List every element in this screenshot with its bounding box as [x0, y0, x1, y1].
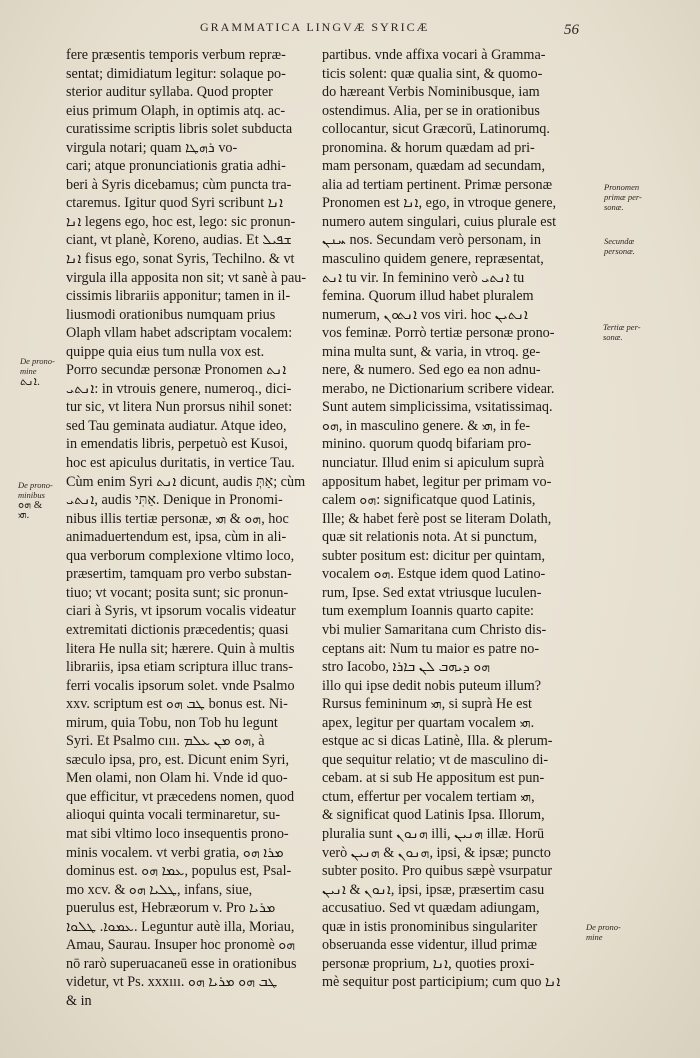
text-line: obseruanda esse videntur, illud primæ — [322, 937, 537, 954]
text-line: pronomina. & horum quædam ad pri- — [322, 139, 535, 156]
margin-note-right-1: Pronomen primæ per- sonæ. — [604, 182, 642, 212]
text-line: subter positum est: dicitur per quintam, — [322, 547, 546, 564]
text-line: mina multa sunt, & varia, in vtroq. ge- — [322, 343, 541, 360]
text-line: mè sequitur post participium; cum quo ܐܢܐ — [322, 974, 561, 991]
text-line: numerum, ܐܢܬܘܢ vos viri. hoc ܐܢܬܝܢ — [322, 306, 529, 323]
text-line: dominus est. ܥܡܐ ܗܘ, populus est, Psal- — [66, 863, 292, 880]
text-line: litera He nulla sit; hærere. Quin à multis — [66, 640, 295, 657]
text-line: pluralia sunt ܗܢܘܢ illi, ܗܢܝܢ illæ. Horū — [322, 825, 545, 842]
left-text-column — [66, 46, 328, 1010]
text-line: alia ad tertiam pertinent. Primæ personæ — [322, 176, 553, 193]
text-line: ܐܢܐ fisus ego, sonat Syris, Techilno. & vt — [66, 251, 295, 268]
text-line: nere, & numero. Sed ego ea non adnu- — [322, 362, 541, 379]
text-line: extremitati dictionis præcedentis; quasi — [66, 621, 289, 638]
text-line: videtur, vt Ps. xxxııı. ܛܒ ܗܘ ܡܪܝܐ ܗܘ — [66, 974, 278, 991]
text-line: fere præsentis temporis verbum repræ- — [66, 47, 286, 63]
text-line: mo xcv. & ܛܠܝܐ ܗܘ, infans, siue, — [66, 881, 253, 898]
text-line: merabo, ne Dictionarium scribere videar. — [322, 380, 555, 397]
text-line: verò ܗܢܘܢ & ܗܢܝܢ, ipsi, & ipsæ; puncto — [322, 844, 551, 861]
text-line: accusatiuo. Sed vt quædam adiungam, — [322, 900, 540, 917]
text-line: ciant, vt planè, Koreno, audias. Et ܫܦܝܠ — [66, 232, 292, 249]
text-line: ܥܡܘܐ. ܛܠܘܐ. Leguntur autè illa, Moriau, — [66, 918, 295, 935]
margin-note-right-4: De prono- mine — [586, 922, 621, 942]
text-line: vocalem ܗܘ. Estque idem quod Latino- — [322, 566, 546, 583]
text-line: rum, Ipse. Sed extat vtriusque luculen- — [322, 584, 542, 601]
text-line: que sequitur relatio; vt de masculino di- — [322, 751, 549, 768]
text-line: tur sic, vt litera Nun prorsus nihil sonet: — [66, 399, 293, 416]
text-line: personæ proprium, ܐܢܐ, quoties proxi- — [322, 955, 535, 972]
text-line: numero autem singulari, cuius plurale est — [322, 213, 557, 230]
text-line: alioqui quinta vocali terminaretur, su- — [66, 807, 281, 824]
margin-note-left-2: De prono- minibus ܗܘ & ܗܝ. — [18, 480, 53, 521]
text-line: liusmodi orationibus numquam prius — [66, 306, 276, 323]
text-line: femina. Quorum illud habet pluralem — [322, 288, 534, 305]
text-line: ܗܘ, in masculino genere. & ܗܝ, in fe- — [322, 417, 531, 434]
text-line: Men olami, non Olam hi. Vnde id quo- — [66, 770, 288, 787]
text-line: puerulus est, Hebræorum v. Pro ܡܪܝܐ — [66, 900, 276, 917]
text-line: masculino quidem genere, repræsentat, — [322, 251, 544, 268]
text-line: nō rarò superuacaneū esse in orationibus — [66, 955, 297, 972]
right-text-column — [322, 46, 584, 992]
text-line: vos feminæ. Porrò tertiæ personæ prono- — [322, 325, 555, 342]
text-line: ܐܢܐ legens ego, hoc est, lego: sic pronun- — [66, 213, 296, 230]
text-line: hoc est apiculus duritatis, in vertice Tau. — [66, 455, 295, 472]
text-line: ferri vocalis ipsorum solet. vnde Psalmo — [66, 677, 295, 694]
text-line: cari; atque pronunciationis gratia adhi- — [66, 158, 286, 175]
text-line: minino. quorum quodq bifariam pro- — [322, 436, 532, 453]
text-line: vbi mulier Samaritana cum Christo dis- — [322, 621, 547, 638]
text-line: ܐܢܬܝ: in vtrouis genere, numeroq., dici- — [66, 380, 292, 397]
text-line: ܚܢܢ nos. Secundam verò personam, in — [322, 232, 541, 249]
text-line: virgula illa apposita non sit; vt sanè à pau- — [66, 269, 307, 286]
text-line: appositum habet, legitur per primam vo- — [322, 473, 552, 490]
text-line: apex, legitur per quartam vocalem ܗܝ. — [322, 714, 535, 731]
text-line: ticis solent: quæ qualia sint, & quomo- — [322, 65, 543, 82]
text-line: quæ in istis pronominibus singulariter — [322, 918, 538, 935]
text-line: sed Tau geminata audiatur. Atque ideo, — [66, 417, 287, 434]
text-line: que efficitur, vt præcedens nomen, quod — [66, 788, 295, 805]
text-line: qua verborum complexione vltimo loco, — [66, 547, 295, 564]
text-line: mam personam, quædam ad secundam, — [322, 158, 546, 175]
text-line: mat sibi vltimo loco insequentis prono- — [66, 825, 289, 842]
text-line: calem ܗܘ: significatque quod Latinis, — [322, 492, 536, 509]
text-line: Sunt autem simplicissima, vsitatissimaq. — [322, 399, 553, 416]
running-head: GRAMMATICA LINGVÆ SYRICÆ — [200, 20, 430, 34]
text-line: ܐܢܬܝ, audis אַתִּי. Denique in Pronomi- — [66, 492, 283, 509]
text-line: do hæreant Verbis Nominibusque, iam — [322, 84, 540, 101]
text-line: beri à Syris dicebamus; cùm puncta tra- — [66, 176, 292, 193]
margin-note-right-3: Tertiæ per- sonæ. — [603, 322, 641, 342]
text-line: Olaph vllam habet adscriptam vocalem: — [66, 325, 293, 342]
text-line: Amau, Saurau. Insuper hoc pronomè ܗܘ — [66, 937, 296, 954]
text-line: nunciatur. Illud enim si apiculum suprà — [322, 455, 545, 472]
text-line: quippe quia eius tum nulla vox est. — [66, 343, 265, 360]
text-line: stro Iacobo, ܗܘ ܕܝܗܒ ܠܢ ܒܐܪܐ — [322, 659, 491, 676]
text-line: Rursus femininum ܗܝ, si suprà He est — [322, 696, 532, 713]
text-line: in emendatis libris, perpetuò est Kusoi, — [66, 436, 288, 453]
text-line: sæculo ipsa, pro, est. Dicunt enim Syri, — [66, 751, 290, 768]
text-line: xxv. scriptum est ܛܒ ܗܘ bonus est. Ni- — [66, 696, 288, 713]
text-line: ctum, effertur per vocalem tertiam ܗܝ, — [322, 788, 535, 805]
text-line: illo qui ipse dedit nobis puteum illum? — [322, 677, 542, 694]
text-line: ctaremus. Igitur quod Syri scribunt ܐܢܐ — [66, 195, 284, 212]
text-line: quæ sit relationis nota. At si punctum, — [322, 529, 538, 546]
margin-note-left-1: De prono- mine ܐܢܬ. — [20, 356, 55, 388]
text-line: Cùm enim Syri ܐܢܬ dicunt, audis אַתְּ; cùm — [66, 473, 306, 490]
text-line: nibus illis tertiæ personæ, ܗܘ & ܗܝ, hoc — [66, 510, 289, 527]
text-line: animaduertendum est, ipsa, cùm in ali- — [66, 529, 287, 546]
text-line: Pronomen est ܐܢܐ, ego, in vtroque genere, — [322, 195, 557, 212]
text-line: cissimis librariis apponitur; tamen in il- — [66, 288, 291, 305]
text-line: collocantur, sicut Græcorū, Latinorumq. — [322, 121, 550, 138]
text-line: ܐܢܘܢ & ܐܢܝܢ, ipsi, ipsæ, præsertim casu — [322, 881, 545, 898]
text-line: cebam. at si sub He appositum est pun- — [322, 770, 545, 787]
text-line: Porro secundæ personæ Pronomen ܐܢܬ — [66, 362, 287, 379]
text-line: ceptans ait: Num tu maior es patre no- — [322, 640, 540, 657]
text-line: sentat; dimidiatum legitur: solaque po- — [66, 65, 286, 82]
text-line: virgula notari; quam ܪܗܛܐ vo- — [66, 139, 238, 156]
text-line: librariis, ipsa etiam scriptura illuc trans- — [66, 659, 293, 676]
text-line: & significat quod Latinis Ipsa. Illorum, — [322, 807, 545, 824]
text-line: minis vocalem. vt verbi gratia, ܡܪܐ ܗܘ — [66, 844, 284, 861]
text-line: Syri. Et Psalmo cııı. ܗܘ ܡܢ ܥܠܡ, à — [66, 733, 265, 750]
text-line: tum exemplum Ioannis quarto capite: — [322, 603, 534, 620]
text-line: curatissime scriptis libris solet subducta — [66, 121, 293, 138]
text-line: præsertim, tamquam pro verbo substan- — [66, 566, 292, 583]
text-line: estque ac si dicas Latinè, Illa. & plerum- — [322, 733, 553, 750]
text-line: eius primum Olaph, in optimis atq. ac- — [66, 102, 286, 119]
text-line: tiuo; vt vocant; posita sunt; sic pronun- — [66, 584, 289, 601]
text-line: sterior auditur syllaba. Quod propter — [66, 84, 273, 101]
text-line: partibus. vnde affixa vocari à Gramma- — [322, 47, 546, 63]
page-number: 56 — [564, 22, 579, 38]
text-line: ciari à Syris, vt ipsorum vocalis videatur — [66, 603, 296, 620]
text-line: subter posito. Pro quibus sæpè vsurpatur — [322, 863, 553, 880]
margin-note-right-2: Secundæ personæ. — [604, 236, 635, 256]
text-line: ostendimus. Alia, per se in orationibus — [322, 102, 540, 119]
text-line: Ille; & habet ferè post se literam Dolath, — [322, 510, 552, 527]
text-line: mirum, quia Tobu, non Tob hu legunt — [66, 714, 278, 731]
text-line: & in — [66, 992, 92, 1009]
text-line: ܐܢܬ tu vir. In feminino verò ܐܢܬܝ tu — [322, 269, 525, 286]
